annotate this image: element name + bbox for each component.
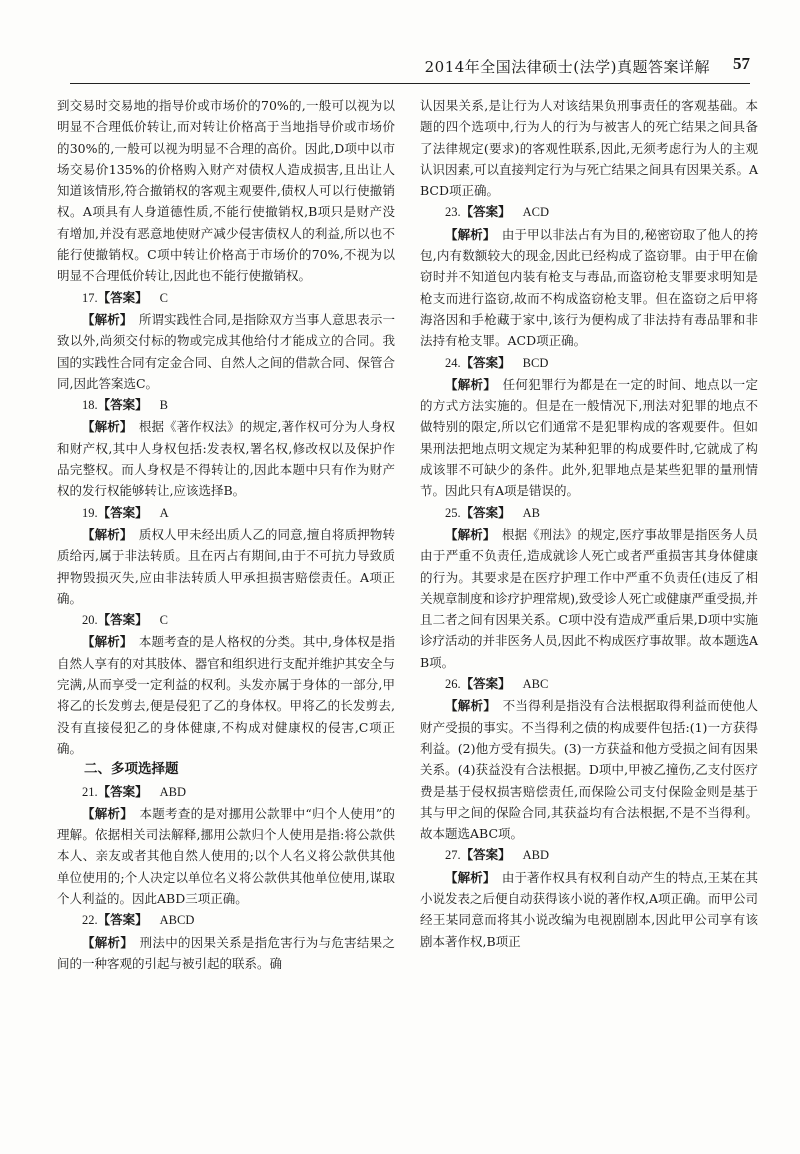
continued-paragraph: 到交易时交易地的指导价或市场价的70%的,一般可以视为以明显不合理低价转让,而对转让价格高于当地指导价或市场价的30%的,一般可以视为明显不合理的高价。因此,D项中以市场交易价135%的价格购入财产对债权人造成损害,且出让人知道该情形,符合撤销权的客观主观要件,债权人可以行使撤销权。A项具有人身道德性质,不能行使撤销权,B项只是财产没有增加,并没有恶意地使财产减少侵害债权人的利益,所以也不能行使撤销权。C项中转让价格高于市场价的70%,不视为以明显不合理低价转让,因此也不能行使撤销权。 [57, 98, 395, 284]
answer-25: 25.【答案】 AB [445, 504, 541, 520]
answer-24: 24.【答案】 BCD [445, 354, 549, 370]
analysis-26: 【解析】 不当得利是指没有合法根据取得利益而使他人财产受损的事实。不当得利之债的构成要件包括:(1)一方获得利益。(2)他方受有损失。(3)一方获益和他方受损之间有因果关系。(4)获益没有合法根据。D项中,甲被乙撞伤,乙支付医疗费是基于侵权损害赔偿责任,而保险公司支付保险金则是基于其与甲之间的保险合同,其获益均有合法根据,不是不当得利。故本题选ABC项。 [420, 698, 758, 842]
answer-22: 22.【答案】 ABCD [82, 912, 195, 928]
header-rule [70, 83, 750, 84]
analysis-18: 【解析】 根据《著作权法》的规定,著作权可分为人身权和财产权,其中人身权包括:发表权,署名权,修改权以及保护作品完整权。而人身权是不得转让的,因此本题中只有作为财产权的发行权能够转让,应该选择B。 [57, 419, 395, 499]
answer-19: 19.【答案】 A [82, 504, 169, 520]
left-column [57, 95, 395, 974]
analysis-23: 【解析】 由于甲以非法占有为目的,秘密窃取了他人的挎包,内有数额较大的现金,因此已经构成了盗窃罪。由于甲在偷窃时并不知道包内装有枪支与毒品,而盗窃枪支罪要求明知是枪支而进行盗窃,故而不构成盗窃枪支罪。但在盗窃之后甲将海洛因和手枪藏于家中,该行为便构成了非法持有毒品罪和非法持有枪支罪。ACD项正确。 [420, 226, 758, 349]
section-heading: 二、多项选择题 [84, 761, 179, 778]
analysis-21: 【解析】 本题考查的是对挪用公款罪中“归个人使用”的理解。依据相关司法解释,挪用公款归个人使用是指:将公款供本人、亲友或者其他自然人使用的;以个人名义将公款供其他单位使用的;个人决定以单位名义将公款供其他单位使用,谋取个人利益的。因此ABD三项正确。 [57, 805, 395, 906]
analysis-24: 【解析】 任何犯罪行为都是在一定的时间、地点以一定的方式方法实施的。但是在一般情况下,刑法对犯罪的地点不做特别的限定,所以它们通常不是犯罪构成的客观要件。但如果刑法把地点明文规定为某种犯罪的构成要件时,它就成了构成该罪不可缺少的条件。此外,犯罪地点是某些犯罪的量刑情节。因此只有A项是错误的。 [420, 376, 758, 499]
analysis-22: 【解析】 刑法中的因果关系是指危害行为与危害结果之间的一种客观的引起与被引起的联系。确 [57, 934, 395, 971]
answer-26: 26.【答案】 ABC [445, 676, 549, 692]
answer-18: 18.【答案】 B [82, 397, 168, 413]
page-header [70, 52, 750, 86]
analysis-17: 【解析】 所谓实践性合同,是指除双方当事人意思表示一致以外,尚须交付标的物或完成其他给付才能成立的合同。我国的实践性合同有定金合同、自然人之间的借款合同、保管合同,因此答案选C。 [57, 311, 395, 391]
page-number: 57 [733, 54, 750, 73]
running-title: 2014年全国法律硕士(法学)真题答案详解 [424, 58, 710, 76]
answer-17: 17.【答案】 C [82, 289, 168, 305]
answer-20: 20.【答案】 C [82, 612, 168, 628]
analysis-25: 【解析】 根据《刑法》的规定,医疗事故罪是指医务人员由于严重不负责任,造成就诊人死亡或者严重损害其身体健康的行为。其要求是在医疗护理工作中严重不负责任(违反了相关规章制度和诊疗护理常规),致受诊人死亡或健康严重受损,并且二者之间有因果关系。C项中没有造成严重后果,D项中实施诊疗活动的并非医务人员,因此不构成医疗事故罪。故本题选AB项。 [420, 526, 759, 670]
answer-27: 27.【答案】 ABD [445, 847, 550, 863]
right-column [420, 95, 758, 952]
analysis-19: 【解析】 质权人甲未经出质人乙的同意,擅自将质押物转质给丙,属于非法转质。且在丙占有期间,由于不可抗力导致质押物毁损灭失,应由非法转质人甲承担损害赔偿责任。A项正确。 [57, 526, 395, 606]
continued-paragraph: 认因果关系,是让行为人对该结果负刑事责任的客观基础。本题的四个选项中,行为人的行为与被害人的死亡结果之间具备了法律规定(要求)的客观性联系,因此,无须考虑行为人的主观认识因素,可以直接判定行为与死亡结果之间具有因果关系。ABCD项正确。 [420, 98, 759, 199]
analysis-27: 【解析】 由于著作权具有权利自动产生的特点,王某在其小说发表之后便自动获得该小说的著作权,A项正确。而甲公司经王某同意而将其小说改编为电视剧剧本,因此甲公司享有该剧本著作权,B项正 [420, 869, 759, 949]
answer-21: 21.【答案】 ABD [82, 783, 187, 799]
answer-23: 23.【答案】 ACD [445, 204, 550, 220]
analysis-20: 【解析】 本题考查的是人格权的分类。其中,身体权是指自然人享有的对其肢体、器官和组织进行支配并维护其安全与完满,从而享受一定利益的权利。头发亦属于身体的一部分,甲将乙的长发剪去,便是侵犯了乙的身体权。甲将乙的长发剪去,没有直接侵犯乙的身体健康,不构成对健康权的侵害,C项正确。 [57, 634, 395, 756]
